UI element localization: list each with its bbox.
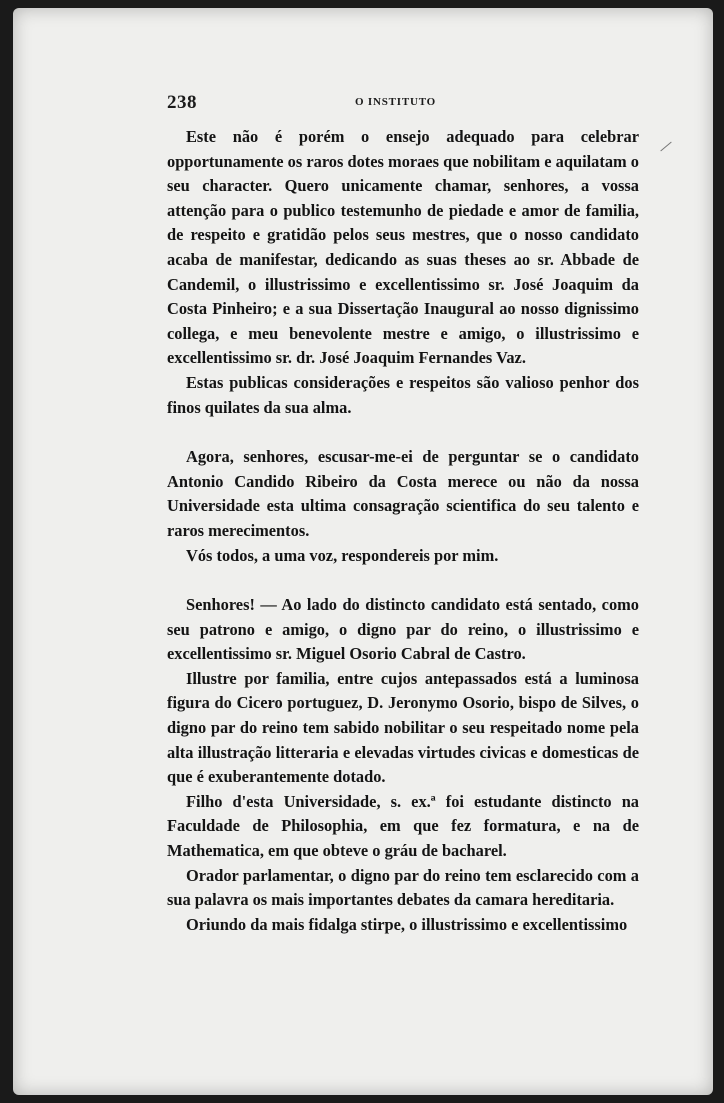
paragraph-answer: Vós todos, a uma voz, respondereis por mim. bbox=[186, 545, 499, 565]
paragraph-intro: Este não é porém o ensejo adequado para celebrar opportunamente os raros dotes moraes que nobilitam e aquilatam o seu character. Quero unicamente chamar, senhores, a vossa attenção para o publico testemunho de piedade e amor de familia, de respeito e gratidão pelos seus mestres, que o nosso candidato acaba de manifestar, dedicando as suas theses ao sr. Abbade de Candemil, o illustrissimo e excellentissimo sr. José Joaquim da Costa Pinheiro; e a sua Dissertação Inaugural ao nosso dignissimo collega, e meu benevolente mestre e amigo, o illustrissimo e excellentissimo sr. dr. José Joaquim Fernandes Vaz. bbox=[167, 127, 639, 368]
page-number: 238 bbox=[167, 92, 197, 113]
page-header bbox=[167, 92, 635, 114]
running-title: O INSTITUTO bbox=[355, 96, 437, 108]
paragraph-university: Filho d'esta Universidade, s. ex.ª foi estudante distincto na Faculdade de Philosophia, em que fez formatura, e na de Mathematica, em que obteve o gráu de bacharel. bbox=[167, 791, 639, 861]
paragraph-lineage: Oriundo da mais fidalga stirpe, o illustrissimo e excellentissimo bbox=[186, 914, 628, 934]
paragraph-question: Agora, senhores, escusar-me-ei de perguntar se o candidato Antonio Candido Ribeiro da Costa merece ou não da nossa Universidade esta ultima consagração scientifica do seu talento e raros merecimentos. bbox=[167, 447, 639, 540]
paragraph-patron: Senhores! — Ao lado do distincto candidato está sentado, como seu patrono e amigo, o digno par do reino, o illustrissimo e excellentissimo sr. Miguel Osorio Cabral de Castro. bbox=[167, 595, 639, 664]
paragraph-considerations: Estas publicas considerações e respeitos são valioso penhor dos finos quilates da sua alma. bbox=[167, 372, 639, 417]
paragraph-orator: Orador parlamentar, o digno par do reino tem esclarecido com a sua palavra os mais importantes debates da camara hereditaria. bbox=[167, 865, 639, 910]
paragraph-family: Illustre por familia, entre cujos antepassados está a luminosa figura do Cicero portuguez, D. Jeronymo Osorio, bispo de Silves, o digno par do reino tem sabido nobilitar o seu respeitado nome pela alta illustração litteraria e elevadas virtudes civicas e domesticas de que é exuberantemente dotado. bbox=[167, 668, 639, 787]
page-body bbox=[167, 125, 639, 937]
margin-mark bbox=[660, 142, 671, 152]
